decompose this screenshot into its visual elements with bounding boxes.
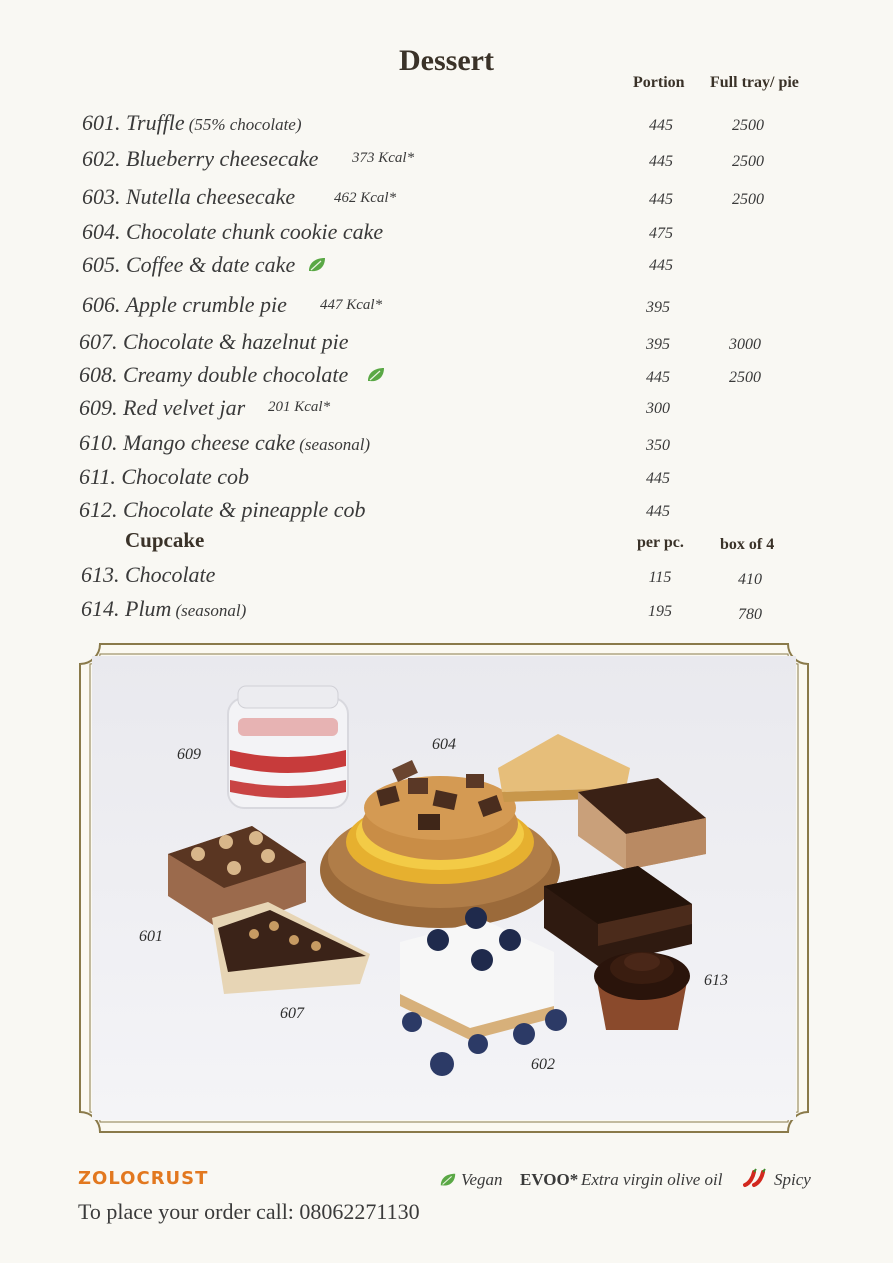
kcal-609: 201 Kcal* bbox=[268, 399, 331, 415]
price-full-608: 2500 bbox=[729, 369, 761, 386]
full-tray-header: Full tray/ pie bbox=[710, 74, 799, 91]
price-box-614: 780 bbox=[738, 606, 762, 623]
dessert-photo-illustration bbox=[78, 642, 810, 1134]
photo-label-609: 609 bbox=[177, 746, 201, 763]
price-full-603: 2500 bbox=[732, 191, 764, 208]
price-portion-611: 445 bbox=[646, 470, 670, 487]
price-portion-607: 395 bbox=[646, 336, 670, 353]
menu-item-607: 607. Chocolate & hazelnut pie bbox=[79, 329, 349, 354]
order-phone: To place your order call: 08062271130 bbox=[78, 1199, 420, 1224]
price-pc-613: 115 bbox=[648, 569, 672, 586]
photo-label-613: 613 bbox=[704, 972, 728, 989]
price-box-613: 410 bbox=[738, 571, 762, 588]
menu-item-609: 609. Red velvet jar bbox=[79, 395, 246, 420]
page-title: Dessert bbox=[399, 44, 494, 77]
legend-evoo-text: Extra virgin olive oil bbox=[581, 1170, 723, 1189]
photo-label-601: 601 bbox=[139, 928, 163, 945]
price-portion-608: 445 bbox=[646, 369, 670, 386]
brand-logo: ZOLOCRUST bbox=[78, 1168, 209, 1189]
menu-item-604: 604. Chocolate chunk cookie cake bbox=[82, 219, 384, 244]
vegan-leaf-icon bbox=[307, 257, 327, 273]
kcal-602: 373 Kcal* bbox=[352, 150, 415, 166]
price-portion-605: 445 bbox=[649, 257, 673, 274]
price-portion-606: 395 bbox=[646, 299, 670, 316]
menu-item-606: 606. Apple crumble pie bbox=[82, 292, 287, 317]
menu-item-605: 605. Coffee & date cake bbox=[82, 252, 327, 278]
per-pc-header: per pc. bbox=[637, 534, 684, 551]
price-portion-601: 445 bbox=[649, 117, 673, 134]
price-portion-603: 445 bbox=[649, 191, 673, 208]
price-full-601: 2500 bbox=[732, 117, 764, 134]
box-of-4-header: box of 4 bbox=[720, 536, 775, 553]
menu-item-602: 602. Blueberry cheesecake bbox=[82, 146, 319, 171]
photo-label-604: 604 bbox=[432, 736, 456, 753]
menu-item-601: 601. Truffle (55% chocolate) bbox=[82, 110, 302, 135]
kcal-606: 447 Kcal* bbox=[320, 297, 383, 313]
price-portion-602: 445 bbox=[649, 153, 673, 170]
price-portion-604: 475 bbox=[649, 225, 673, 242]
menu-item-611: 611. Chocolate cob bbox=[79, 464, 250, 489]
legend-spicy: Spicy bbox=[774, 1170, 811, 1189]
menu-item-612: 612. Chocolate & pineapple cob bbox=[79, 497, 366, 522]
menu-item-613: 613. Chocolate bbox=[81, 562, 216, 587]
price-portion-609: 300 bbox=[646, 400, 670, 417]
price-portion-612: 445 bbox=[646, 503, 670, 520]
price-pc-614: 195 bbox=[648, 603, 672, 620]
photo-label-602: 602 bbox=[531, 1056, 555, 1073]
menu-item-608: 608. Creamy double chocolate bbox=[79, 362, 386, 388]
vegan-leaf-icon bbox=[439, 1172, 457, 1188]
portion-header: Portion bbox=[633, 74, 685, 91]
cupcake-section-title: Cupcake bbox=[125, 528, 205, 552]
menu-item-603: 603. Nutella cheesecake bbox=[82, 184, 296, 209]
legend-vegan: Vegan bbox=[461, 1170, 503, 1189]
photo-label-607: 607 bbox=[280, 1005, 304, 1022]
menu-item-610: 610. Mango cheese cake (seasonal) bbox=[79, 430, 371, 455]
vegan-leaf-icon bbox=[366, 367, 386, 383]
kcal-603: 462 Kcal* bbox=[334, 190, 397, 206]
price-full-602: 2500 bbox=[732, 153, 764, 170]
legend-evoo-key: EVOO* bbox=[520, 1170, 579, 1189]
dessert-photo bbox=[78, 642, 810, 1134]
price-portion-610: 350 bbox=[646, 437, 670, 454]
price-full-607: 3000 bbox=[729, 336, 761, 353]
chili-pepper-icon bbox=[742, 1168, 768, 1188]
menu-item-614: 614. Plum (seasonal) bbox=[81, 596, 247, 621]
